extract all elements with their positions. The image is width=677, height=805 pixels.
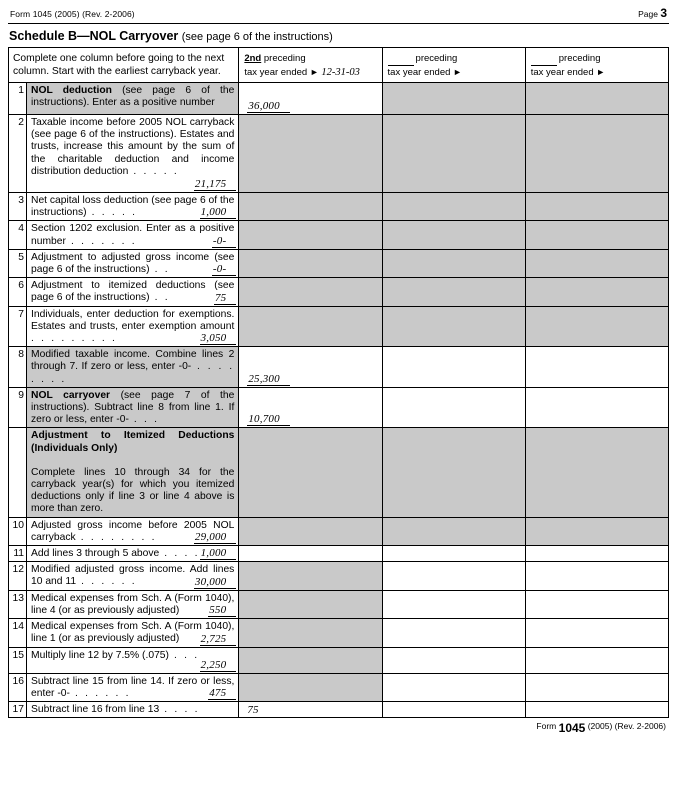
line-description bbox=[27, 591, 238, 618]
line-description-cell bbox=[27, 619, 239, 647]
leader-dots: . . . . bbox=[159, 703, 200, 715]
value-cell[interactable] bbox=[382, 517, 525, 545]
cell-value[interactable]: 2,250 bbox=[200, 659, 237, 672]
page-footer bbox=[8, 718, 669, 735]
line-number-cell bbox=[9, 278, 27, 306]
line-description-cell bbox=[27, 306, 239, 347]
page-header bbox=[8, 6, 669, 23]
line-description bbox=[27, 702, 238, 717]
cell-value[interactable]: 3,050 bbox=[200, 332, 237, 345]
table-row bbox=[9, 249, 669, 277]
value-cell[interactable] bbox=[382, 673, 525, 701]
cell-value[interactable]: 2,725 bbox=[200, 633, 237, 646]
line-label-text: Medical expenses from Sch. A (Form 1040), line 1 (or as previously adjusted) bbox=[31, 621, 235, 645]
line-description bbox=[27, 115, 238, 179]
line-description bbox=[27, 347, 238, 387]
table-row bbox=[9, 619, 669, 647]
value-cell[interactable] bbox=[525, 619, 668, 647]
line-number-cell bbox=[9, 517, 27, 545]
value-cell[interactable] bbox=[382, 647, 525, 673]
line-description-cell bbox=[27, 590, 239, 618]
footer-form-number: 1045 bbox=[558, 721, 586, 736]
value-cell[interactable] bbox=[525, 115, 668, 193]
line-label-text: (see page 7 of the instructions). Subtract line 8 from line 1. If zero or less, enter -0- bbox=[31, 389, 235, 426]
line-number: 2 bbox=[18, 117, 25, 128]
line-label-text: Modified adjusted gross income. Add lines 10 and 11 bbox=[31, 564, 235, 588]
table-row bbox=[9, 193, 669, 221]
column-1-tax-year-label: tax year ended bbox=[244, 66, 308, 78]
value-cell[interactable] bbox=[239, 590, 382, 618]
leader-dots: . . . . . bbox=[128, 165, 179, 177]
line-number-cell bbox=[9, 115, 27, 193]
line-label-text: Modified taxable income. Combine lines 2 through 7. If zero or less, enter -0- bbox=[31, 349, 235, 373]
line-number: 7 bbox=[18, 308, 25, 320]
leader-dots: . . . . . . bbox=[76, 576, 137, 588]
line-number: 4 bbox=[18, 223, 25, 235]
line-description bbox=[27, 83, 238, 110]
value-cell[interactable] bbox=[525, 387, 668, 428]
line-number: 12 bbox=[12, 564, 25, 576]
table-row bbox=[9, 546, 669, 562]
line-number-cell bbox=[9, 221, 27, 249]
line-number-cell bbox=[9, 562, 27, 590]
value-cell[interactable] bbox=[382, 347, 525, 388]
value-cell[interactable] bbox=[239, 278, 382, 306]
value-cell[interactable] bbox=[525, 673, 668, 701]
column-header-3 bbox=[525, 48, 668, 83]
line-description-cell bbox=[27, 347, 239, 388]
cell-value[interactable]: 75 bbox=[214, 292, 236, 305]
value-cell[interactable] bbox=[525, 647, 668, 673]
line-label-text: Taxable income before 2005 NOL carryback (see page 6 of the instructions). Estates and trusts, increase this amount by the sum of the charitable deduction and income distribution deduction bbox=[31, 117, 235, 177]
value-cell[interactable] bbox=[239, 673, 382, 701]
footer-prefix: Form bbox=[536, 721, 557, 732]
leader-dots: . . . . bbox=[159, 548, 200, 560]
value-cell[interactable] bbox=[382, 306, 525, 347]
instruction-header-cell bbox=[9, 48, 239, 83]
value-cell[interactable] bbox=[239, 193, 382, 221]
schedule-title-note: (see page 6 of the instructions) bbox=[181, 31, 333, 43]
leader-dots: . . . . . . . . . bbox=[31, 333, 118, 345]
column-1-preceding-label: preceding bbox=[263, 53, 306, 64]
table-row bbox=[9, 221, 669, 249]
schedule-title-main: Schedule B—NOL Carryover bbox=[9, 29, 179, 43]
table-row bbox=[9, 83, 669, 115]
line-description-cell bbox=[27, 673, 239, 701]
column-1-date[interactable]: 12-31-03 bbox=[321, 66, 360, 78]
line-number: 8 bbox=[18, 349, 25, 361]
line-label-text: Adjustment to itemized deductions (see page 6 of the instructions) bbox=[31, 280, 235, 304]
line-description bbox=[27, 221, 238, 248]
value-cell[interactable] bbox=[525, 193, 668, 221]
cell-value[interactable]: 29,000 bbox=[194, 531, 236, 544]
value-cell[interactable] bbox=[382, 193, 525, 221]
leader-dots: . . . . . . . . bbox=[31, 361, 235, 385]
value-cell[interactable] bbox=[239, 306, 382, 347]
line-number: 13 bbox=[12, 592, 25, 604]
table-row bbox=[9, 701, 669, 717]
leader-dots: . . . . . . . bbox=[65, 235, 137, 247]
table-header-row bbox=[9, 48, 669, 83]
leader-dots: . . bbox=[149, 292, 170, 304]
line-label-text: Multiply line 12 by 7.5% (.075) bbox=[31, 649, 169, 661]
value-cell[interactable] bbox=[525, 517, 668, 545]
page-number: 3 bbox=[660, 6, 667, 20]
table-row bbox=[9, 278, 669, 306]
table-body bbox=[9, 83, 669, 718]
value-cell[interactable] bbox=[382, 619, 525, 647]
line-description-cell bbox=[27, 517, 239, 545]
line-number-cell bbox=[9, 193, 27, 221]
column-2-arrow: ► bbox=[453, 66, 462, 77]
header-divider bbox=[8, 23, 669, 24]
line-number: 9 bbox=[18, 389, 25, 401]
column-2-ordinal-blank[interactable] bbox=[388, 56, 414, 66]
leader-dots: . . . bbox=[128, 414, 160, 426]
value-cell[interactable] bbox=[239, 517, 382, 545]
value-cell[interactable] bbox=[382, 546, 525, 562]
cell-value[interactable]: 36,000 bbox=[247, 100, 289, 113]
column-3-arrow: ► bbox=[596, 66, 606, 77]
value-cell[interactable] bbox=[525, 562, 668, 590]
line-number-cell bbox=[9, 546, 27, 562]
line-number: 11 bbox=[13, 548, 25, 560]
cell-value[interactable]: 25,300 bbox=[247, 373, 289, 386]
line-label-text: (see page 6 of the instructions). Enter as a positive number bbox=[31, 85, 235, 109]
value-cell[interactable] bbox=[239, 347, 382, 388]
cell-value[interactable]: 550 bbox=[208, 604, 236, 617]
line-number: 6 bbox=[18, 280, 25, 292]
header-page-indicator bbox=[638, 6, 667, 20]
value-cell[interactable] bbox=[239, 249, 382, 277]
leader-dots: . . . bbox=[168, 649, 200, 661]
cell-value[interactable]: 10,700 bbox=[247, 413, 289, 426]
value-cell[interactable] bbox=[382, 387, 525, 428]
leader-dots: . . . . . . bbox=[69, 687, 131, 699]
header-form-line: Form 1045 (2005) (Rev. 2-2006) bbox=[10, 9, 135, 19]
value-cell[interactable] bbox=[382, 278, 525, 306]
cell-value[interactable]: 1,000 bbox=[200, 547, 237, 560]
line-number-cell bbox=[9, 647, 27, 673]
line-description-cell bbox=[27, 83, 239, 115]
column-1-ordinal: 2nd bbox=[244, 53, 262, 64]
value-cell[interactable] bbox=[382, 562, 525, 590]
table-row bbox=[9, 647, 669, 673]
schedule-title bbox=[9, 29, 669, 43]
value-cell[interactable] bbox=[525, 221, 668, 249]
table-row bbox=[9, 562, 669, 590]
page-label: Page bbox=[638, 9, 658, 19]
leader-dots: . . bbox=[149, 264, 170, 276]
column-header-1 bbox=[239, 48, 382, 83]
line-number-cell bbox=[9, 306, 27, 347]
line-description-cell bbox=[27, 428, 239, 517]
line-label-text: Adjusted gross income before 2005 NOL carryback bbox=[31, 519, 235, 543]
column-3-preceding-label: preceding bbox=[558, 53, 601, 64]
line-label-text: Section 1202 exclusion. Enter as a positive number bbox=[31, 223, 235, 247]
line-description-cell bbox=[27, 221, 239, 249]
table-row bbox=[9, 673, 669, 701]
column-3-tax-year-label: tax year ended bbox=[530, 66, 594, 78]
line-description bbox=[27, 428, 238, 516]
value-cell[interactable] bbox=[239, 428, 382, 517]
leader-dots: . . . . . bbox=[86, 207, 138, 219]
value-cell[interactable] bbox=[525, 546, 668, 562]
table-row bbox=[9, 115, 669, 193]
table-row bbox=[9, 347, 669, 388]
value-cell[interactable] bbox=[239, 701, 382, 717]
line-label-text: Adjustment to adjusted gross income (see page 6 of the instructions) bbox=[31, 251, 235, 276]
column-2-preceding-label: preceding bbox=[415, 53, 458, 64]
line-number-cell bbox=[9, 387, 27, 428]
line-label-text: Net capital loss deduction (see page 6 of the instructions) bbox=[31, 195, 235, 219]
line-number: 1 bbox=[18, 85, 25, 96]
cell-value[interactable]: 21,175 bbox=[194, 178, 236, 191]
table-row bbox=[9, 517, 669, 545]
line-description-cell bbox=[27, 249, 239, 277]
line-number-cell bbox=[9, 590, 27, 618]
line-number: 17 bbox=[12, 703, 25, 715]
cell-value[interactable]: 1,000 bbox=[200, 206, 237, 219]
line-number-cell bbox=[9, 83, 27, 115]
line-number: 15 bbox=[12, 649, 25, 661]
value-cell[interactable] bbox=[525, 347, 668, 388]
cell-value[interactable]: 475 bbox=[208, 687, 236, 700]
value-cell[interactable] bbox=[382, 83, 525, 115]
value-cell[interactable] bbox=[239, 115, 382, 193]
line-description-cell bbox=[27, 278, 239, 306]
line-number-cell bbox=[9, 428, 27, 517]
value-cell[interactable] bbox=[239, 83, 382, 115]
cell-value[interactable]: -0- bbox=[212, 263, 236, 276]
column-header-2 bbox=[382, 48, 525, 83]
line-number-cell bbox=[9, 249, 27, 277]
value-cell[interactable] bbox=[525, 306, 668, 347]
line-number-cell bbox=[9, 347, 27, 388]
value-cell[interactable] bbox=[525, 83, 668, 115]
value-cell[interactable] bbox=[239, 562, 382, 590]
line-number: 16 bbox=[12, 675, 25, 687]
line-description bbox=[27, 674, 238, 701]
line-number: 5 bbox=[18, 251, 25, 263]
value-cell[interactable] bbox=[525, 428, 668, 517]
cell-value[interactable]: 30,000 bbox=[194, 576, 236, 589]
value-cell[interactable] bbox=[239, 221, 382, 249]
line-description-cell bbox=[27, 193, 239, 221]
line-label-bold: NOL carryover bbox=[31, 389, 111, 401]
line-label-text: Medical expenses from Sch. A (Form 1040), line 4 (or as previously adjusted) bbox=[31, 592, 235, 616]
cell-value[interactable]: -0- bbox=[212, 235, 236, 248]
line-label-text: Individuals, enter deduction for exemptions. Estates and trusts, enter exemption amount bbox=[31, 308, 235, 332]
value-cell[interactable] bbox=[382, 249, 525, 277]
value-cell[interactable] bbox=[525, 278, 668, 306]
value-cell[interactable] bbox=[239, 546, 382, 562]
line-description-cell bbox=[27, 387, 239, 428]
line-label-text: Add lines 3 through 5 above bbox=[31, 548, 160, 560]
column-1-arrow: ► bbox=[309, 66, 319, 77]
line-description-cell bbox=[27, 546, 239, 562]
value-cell[interactable] bbox=[239, 619, 382, 647]
column-2-tax-year-label: tax year ended bbox=[387, 66, 451, 78]
value-cell[interactable] bbox=[239, 387, 382, 428]
value-cell[interactable] bbox=[382, 221, 525, 249]
footer-suffix: (2005) (Rev. 2-2006) bbox=[587, 721, 666, 732]
value-cell[interactable] bbox=[525, 590, 668, 618]
line-number-cell bbox=[9, 619, 27, 647]
line-description-cell bbox=[27, 115, 239, 193]
value-cell[interactable] bbox=[525, 249, 668, 277]
table-row bbox=[9, 387, 669, 428]
line-number-cell bbox=[9, 673, 27, 701]
table-row bbox=[9, 590, 669, 618]
line-number-cell bbox=[9, 701, 27, 717]
leader-dots: . . . . . . . . bbox=[75, 531, 157, 543]
line-label-bold: Adjustment to Itemized Deductions (Individuals Only) bbox=[31, 430, 235, 454]
line-description bbox=[27, 278, 238, 305]
value-cell[interactable] bbox=[382, 590, 525, 618]
line-number: 3 bbox=[18, 195, 25, 206]
line-label-text: Subtract line 15 from line 14. If zero or less, enter -0- bbox=[31, 675, 235, 699]
line-number: 10 bbox=[12, 519, 25, 531]
line-number bbox=[9, 428, 26, 431]
value-cell[interactable] bbox=[382, 701, 525, 717]
instruction-header-text: Complete one column before going to the next column. Start with the earliest carryback year. bbox=[13, 53, 225, 77]
table-row bbox=[9, 428, 669, 517]
line-description-cell bbox=[27, 562, 239, 590]
table-row bbox=[9, 306, 669, 347]
line-description-cell bbox=[27, 701, 239, 717]
line-description bbox=[27, 250, 238, 277]
line-label-text: Subtract line 16 from line 13 bbox=[31, 703, 160, 715]
line-label-bold: NOL deduction bbox=[31, 85, 112, 96]
value-cell[interactable] bbox=[382, 115, 525, 193]
value-cell[interactable] bbox=[239, 647, 382, 673]
cell-value[interactable]: 75 bbox=[247, 704, 259, 717]
nol-carryover-table bbox=[8, 47, 669, 718]
value-cell[interactable] bbox=[525, 701, 668, 717]
line-description-cell bbox=[27, 647, 239, 673]
line-sub-text: Complete lines 10 through 34 for the carryback year(s) for which you itemized deductions only if line 3 or line 4 above is more than zero. bbox=[31, 466, 235, 515]
column-3-ordinal-blank[interactable] bbox=[531, 56, 557, 66]
line-number: 14 bbox=[12, 621, 25, 633]
line-description bbox=[27, 388, 238, 428]
value-cell[interactable] bbox=[382, 428, 525, 517]
